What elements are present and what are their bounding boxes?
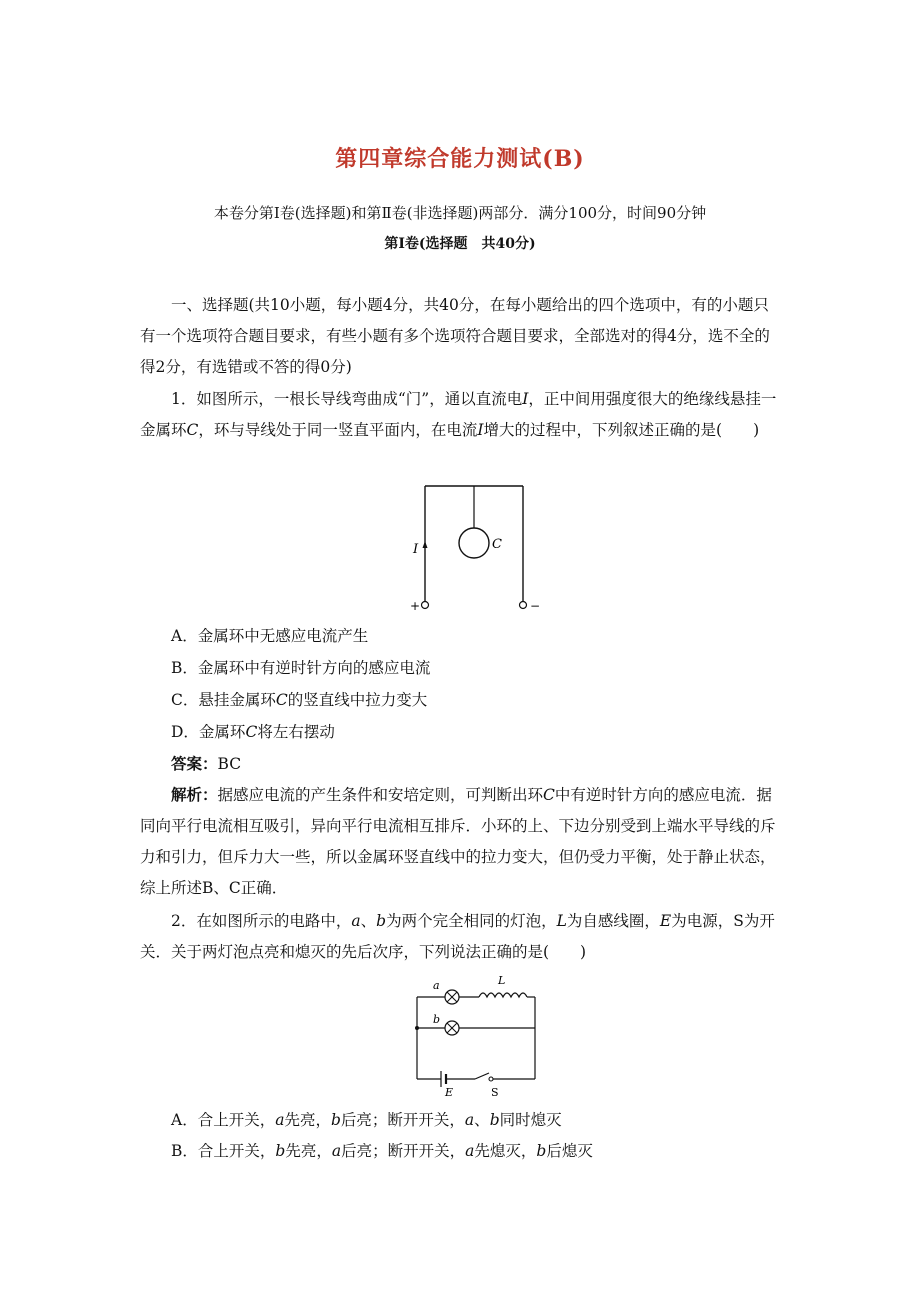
ring-label: C [492, 537, 502, 552]
q1-option-c: C．悬挂金属环C的竖直线中拉力变大 [171, 691, 428, 709]
label-a: a [433, 979, 440, 992]
label-b: b [433, 1013, 441, 1026]
q2-option-b: B．合上开关，b先亮，a后亮；断开开关，a先熄灭，b后熄灭 [171, 1142, 593, 1160]
positive-terminal [422, 602, 429, 609]
minus-label: − [530, 599, 541, 612]
q2-option-a: A．合上开关，a先亮，b后亮；断开开关，a、b同时熄灭 [171, 1111, 562, 1129]
figure-door-wire [400, 482, 550, 612]
current-label: I [413, 542, 419, 557]
question-1-stem: 1．如图所示，一根长导线弯曲成“门”，通以直流电I，正中间用强度很大的绝缘线悬挂一金属环C，环与导线处于同一竖直平面内，在电流I增大的过程中，下列叙述正确的是( ) [140, 390, 777, 439]
switch-lever [475, 1073, 489, 1079]
current-arrow-icon [423, 541, 428, 548]
label-s: S [491, 1086, 499, 1096]
lamp-b [445, 1021, 459, 1035]
question-2-stem: 2．在如图所示的电路中，a、b为两个完全相同的灯泡，L为自感线圈，E为电源，S为开关．关于两灯泡点亮和熄灭的先后次序，下列说法正确的是( ) [140, 912, 775, 961]
lamp-a [445, 990, 459, 1004]
q1-option-d: D．金属环C将左右摆动 [171, 723, 335, 741]
q1-option-a: A．金属环中无感应电流产生 [171, 627, 369, 645]
q1-analysis: 解析：据感应电流的产生条件和安培定则，可判断出环C中有逆时针方向的感应电流．据同向平行电流相互吸引，异向平行电流相互排斥．小环的上、下边分别受到上端水平导线的斥力和引力，但斥力大一些，所以金属环竖直线中的拉力变大，但仍受力平衡，处于静止状态，综上所述B、C正确． [140, 785, 776, 897]
switch-contact [489, 1077, 493, 1081]
section-heading: 第Ⅰ卷(选择题 共40分) [384, 236, 536, 252]
metal-ring [459, 528, 489, 558]
label-e: E [445, 1086, 454, 1096]
plus-label: + [410, 599, 421, 612]
q1-answer: 答案：BC [171, 754, 242, 773]
instructions: 一、选择题(共10小题，每小题4分，共40分，在每小题给出的四个选项中，有的小题只有一个选项符合题目要求，有些小题有多个选项符合题目要求，全部选对的得4分，选不全的得2分，有选错或不答的得0分) [140, 296, 770, 376]
inductor-coil [479, 993, 527, 997]
q1-option-b: B．金属环中有逆时针方向的感应电流 [171, 659, 431, 677]
page-title: 第四章综合能力测试(B) [335, 146, 585, 172]
label-l: L [498, 974, 506, 987]
negative-terminal [520, 602, 527, 609]
figure-circuit [405, 972, 555, 1096]
exam-subtitle: 本卷分第Ⅰ卷(选择题)和第Ⅱ卷(非选择题)两部分．满分100分，时间90分钟 [213, 204, 707, 222]
